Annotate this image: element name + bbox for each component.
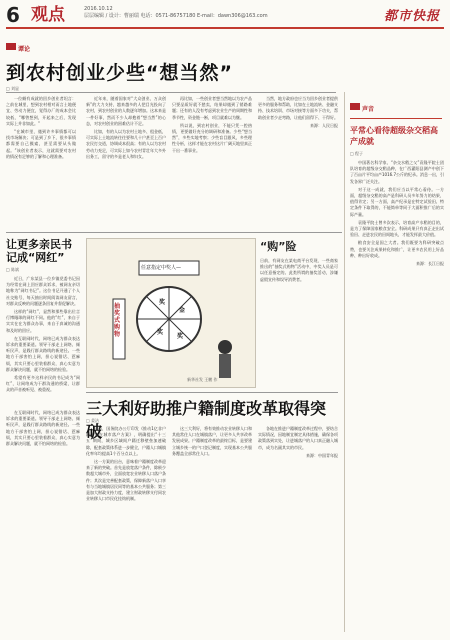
cartoon-title: “购”险	[260, 240, 297, 253]
article3-paragraph: 这三大利好，将有效推动农业转移人口和其他常住人口在城镇落户，让更多人共享改革发展成果。户籍制度改革的最终目标，是要建立城乡统一的户口登记制度，实现基本公共服务覆盖全部常住人口。	[172, 426, 252, 456]
article2-paragraph: 在互联网时代，网络已成为群众表达诉求的重要渠道。领导干部走上网络、倾听民声，是践行群众路线的新途径。一些地方干部害怕上网，担心说错话、惹麻烦，其实只要心里装着群众，真心实意为群众解决问题，就不怕网络的检验。	[6, 335, 80, 372]
cartoon-note-text: 日前，有网友在某电商平台发现，一些商家推出的“抽奖式购物”活动中，中奖人员是可以任意指定的。此类所谓的抽奖活动，涉嫌虚假宣传和误导消费者。	[260, 258, 338, 282]
article2-title: 让更多亲民书记成“网红”	[6, 238, 72, 264]
voice-label-box	[350, 96, 444, 115]
article3-paragraph: 日前，国务院办公厅印发《推动1亿非户籍人口在城市落户方案》，明确提出“十三五”期间，城乡区域间户籍迁移壁垒加速破除，配套政策体系进一步健全，户籍人口城镇化率年均提高1个百分点以上。	[86, 426, 166, 456]
header-rule	[6, 27, 444, 29]
masthead-logo: 都市快报	[383, 9, 440, 24]
voice-marker-icon	[350, 103, 360, 110]
voice-paragraph: 袁隆平院士曾多次表示，培育高产水稻的目的，是为了保障国家粮食安全。科研成果只有真正走出试验田、走进农民的田间地头，才能发挥最大价值。	[350, 219, 444, 238]
article2-paragraph: 这样的“网红”，显然和那些靠出位言行博眼球的网红不同。他的“红”，来自于实实在在为群众办事，来自于真诚的沟通和及时的回应。	[6, 309, 80, 333]
voice-sidebar	[344, 92, 444, 632]
article1-paragraph: 所以说，到农村创业，不能只凭一腔热情，更要做好充分的调研和准备。少些“想当然”，多些实地考察；少些盲目跟风，多些理性分析，这样才能在农村这片广阔天地里真正干出一番事业。	[172, 122, 252, 153]
article1-source: 来源：人民日报	[310, 122, 338, 128]
voice-source: 来源：长江日报	[416, 261, 444, 267]
article3-col-1	[86, 426, 166, 632]
cartoon-prize-label: 奖	[159, 299, 166, 306]
article3-author: □ 姜洁	[86, 418, 100, 423]
article3-col-3	[258, 426, 338, 632]
email: E-mail：dawn306@163.com	[197, 13, 268, 19]
article1-col-1	[6, 96, 76, 226]
editor-line: 层层编辑 / 设计：曹丽瑞	[84, 13, 139, 19]
article1-paragraph: 一位颇有成就的回乡创业者坦言：之前在城里，想到农村相对而言土地便宜、劳动力便宜，觉得办厂的成本会比较低，“哪曾想到，开起来之后，发现实际上并非如此。”	[6, 96, 76, 126]
article2-author: □ 陈斌	[6, 267, 20, 272]
page-number: 6	[6, 3, 20, 27]
article1-tag	[6, 36, 30, 55]
cartoon-note	[260, 238, 338, 378]
voice-rule	[350, 118, 442, 119]
article3-source: 来源：中国青年报	[306, 452, 338, 458]
article2-paragraph: 希望有更多这样亲民的书记成为“网红”，让网络成为干群沟通的桥梁，让群众的声音被听见、被重视。	[6, 375, 80, 393]
article1-col-2	[86, 96, 166, 226]
article3-headline: 三大利好助推户籍制度改革取得突破	[86, 399, 327, 441]
article1-tag-label: 谭论	[18, 46, 31, 53]
article2	[6, 238, 80, 401]
voice-paragraph: 对于这一成就，我们应当以平常心看待。一方面，超级杂交稻的高产是科研人员多年努力的结果，值得肯定；另一方面，高产纪录是在特定试验田、特定条件下取得的，不能简单等同于大面积推广后的实际产量。	[350, 186, 444, 217]
cartoon-prize-label: 金	[179, 307, 186, 314]
voice-author: □ 程子	[350, 151, 364, 156]
cartoon-prize-label: 奖	[177, 333, 184, 340]
article3-top-rule	[86, 392, 338, 393]
article1-paragraph: 再比如，一些创业者想当然地以为农产品只要品质好就不愁卖，结果却遇到了销路难题；还有的人没有考虑到农业生产的周期性和季节性，资金链一断，项目就难以为继。	[172, 96, 252, 120]
cartoon-caption: 新华社发 王鹏 作	[187, 377, 218, 382]
voice-paragraph: 粮食安全是国之大者。我们既要为科研突破点赞，也要关注成果转化和推广，让更多农民用上好品种、种出好收成。	[350, 240, 444, 258]
cartoon-prize-label: 奖	[157, 329, 164, 336]
article1-author: □ 刘显	[6, 86, 20, 91]
article1-col-4	[258, 96, 338, 226]
voice-title: 平常心看待超级杂交稻高产成就	[350, 126, 438, 146]
article1-paragraph: 当然，地方政府也应当为回乡创业者提供更多的服务和帮助，比如在土地流转、金融支持、技术培训、市场对接等方面多下功夫，帮助创业者少走弯路，让他们留得下、干得好。	[258, 96, 338, 120]
article3-paragraph: 这一方案的出台，意味着户籍制度改革迎来了新的突破。首先是放宽落户条件，除极少数超大城市外，全面放宽农业转移人口落户条件；其次是完善配套政策，保障新落户人口享有与当地城镇居民同等的基本公共服务；第三是加大财政支持力度，建立财政转移支付同农业转移人口市民化挂钩机制。	[86, 459, 166, 502]
article3-paragraph: 各地在推进户籍制度改革过程中，要结合实际情况，因地制宜制定具体措施，确保各项政策落到实处，让进城落户的人口真正融入城市，成为名副其实的市民。	[258, 426, 338, 450]
article3-col-2	[172, 426, 252, 632]
article1-paragraph: 比如，有的人以为农村土地多、租金低，可实际上土地流转往往要和几十户甚至上百户农民打交道，协调成本很高；有的人以为农村劳动力充足，可实际上如今农村青壮年大多外出务工，留守的多是老人和妇女。	[86, 129, 166, 159]
article2-paragraph: 近日，广东某县一位乡镇党委书记因为经常在网上回应群众诉求，被网友亲切地称为“网红书记”。这位书记开通了个人社交账号，每天抽出时间阅读网友留言，对群众反映的问题逐条回复并督促解决。	[6, 276, 80, 306]
cartoon-image	[86, 238, 256, 388]
phone: 电话：0571-86757180	[140, 13, 196, 19]
article1-rule	[6, 92, 336, 93]
article1-paragraph: “在城市里，遇到许多事情都可以找市场解决；可是到了乡下，很多事情都需要自己摸索，甚至需要从头做起。”该创业者表示，这就需要对农村的情况有足够的了解和心理准备。	[6, 129, 76, 159]
header-info	[84, 6, 334, 20]
article1-bottom-rule	[6, 232, 342, 233]
article2-continued	[6, 410, 80, 630]
voice-label: 声音	[362, 106, 375, 113]
voice-paragraph: 中国著名科学家、“杂交水稻之父”袁隆平院士团队培育的超级杂交稻品种，在广西灌阳县测产中创下了百亩片平均亩产1016.7公斤的纪录。消息一出，引发各界广泛关注。	[350, 160, 444, 184]
cartoon-banner: 任意指定中奖人—	[141, 265, 182, 271]
voice-body	[350, 160, 444, 565]
issue-date: 2016.10.12	[84, 6, 113, 12]
article2-paragraph: 在互联网时代，网络已成为群众表达诉求的重要渠道。领导干部走上网络、倾听民声，是践行群众路线的新途径。一些地方干部害怕上网，担心说错话、惹麻烦，其实只要心里装着群众，真心实意为群众解决问题，就不怕网络的检验。	[6, 410, 80, 447]
article1-paragraph: 近年来，随着国家对“大众创业、万众创新”的大力支持，越来越多的人把目光投向了农村，到农村创业的人数逐年增加。这本来是一件好事，然而不少人却抱着“想当然”的心态，对农村创业的困难估计不足。	[86, 96, 166, 126]
tag-marker-icon	[6, 43, 16, 50]
cartoon-wheel-label: 抽奖式购物	[114, 303, 121, 338]
section-title: 观点	[31, 5, 65, 25]
article1-col-3	[172, 96, 252, 226]
article1-headline: 到农村创业少些“想当然”	[6, 62, 233, 84]
article2-body	[6, 276, 80, 401]
cartoon-illustration	[87, 239, 255, 387]
